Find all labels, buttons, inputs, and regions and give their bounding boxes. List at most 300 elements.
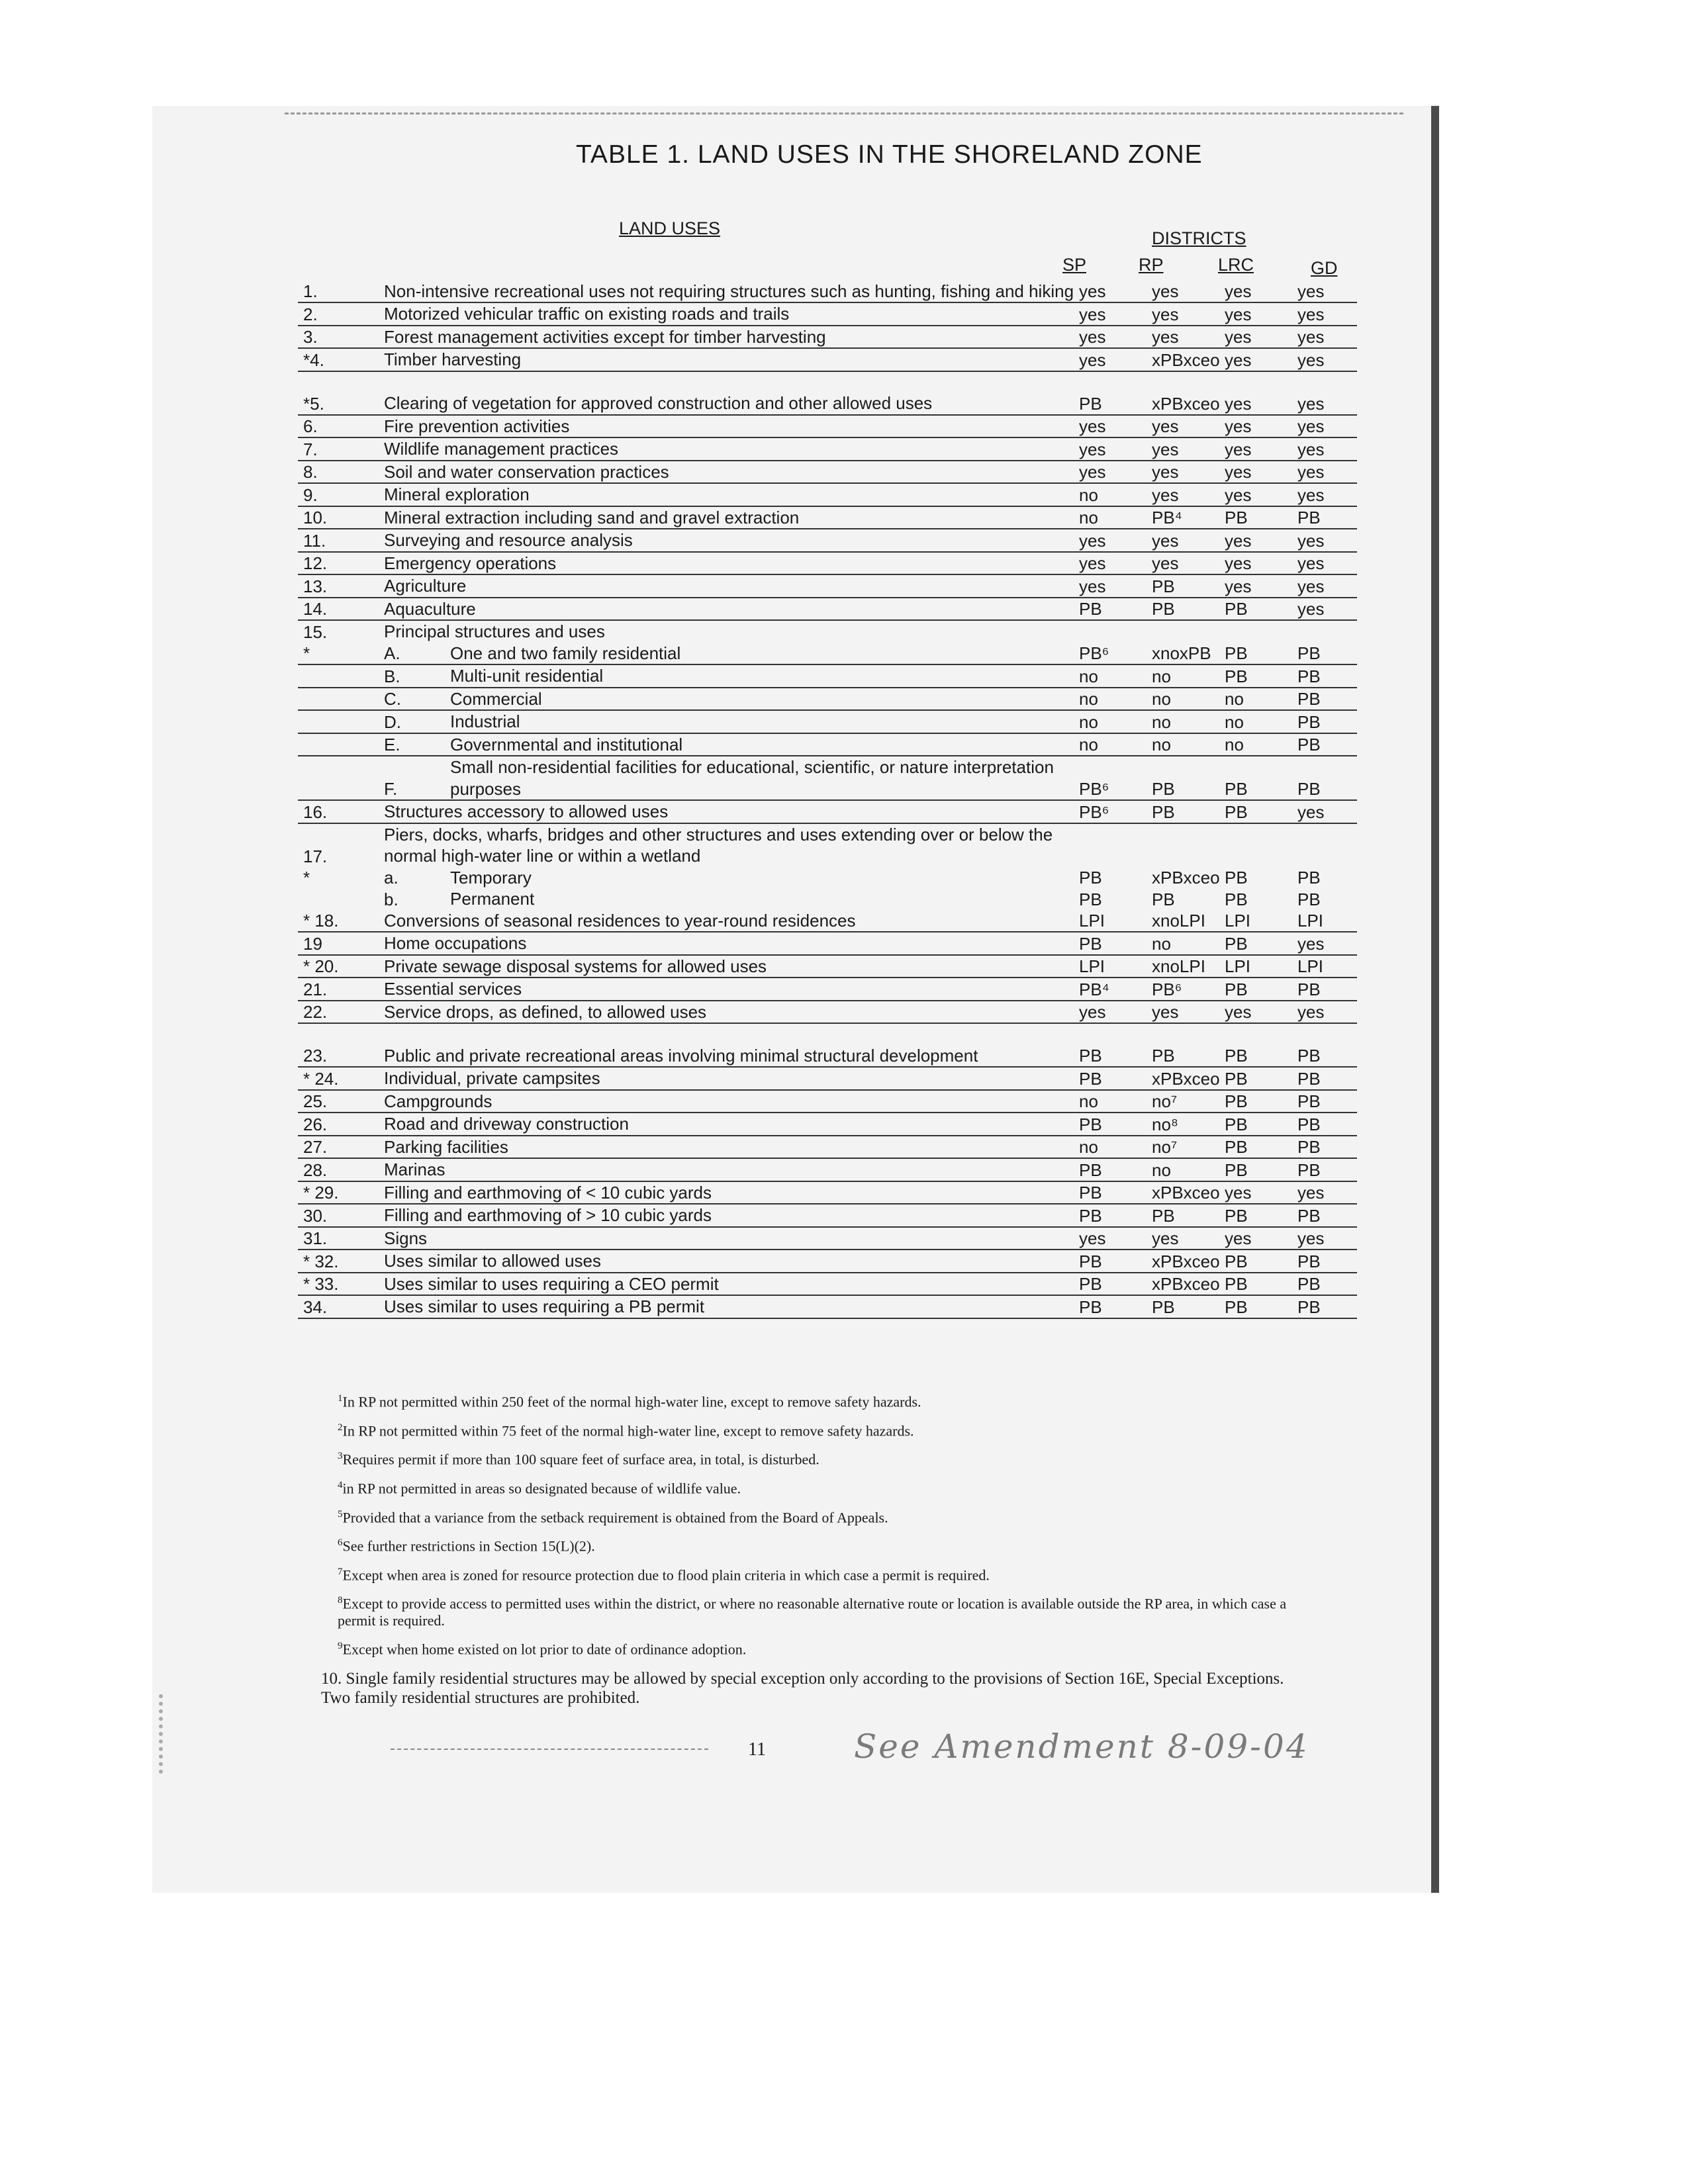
row-letter: B. (384, 666, 400, 686)
cell-sp: yes (1079, 576, 1106, 596)
cell-gd: yes (1297, 484, 1325, 505)
cell-sp: PB (1079, 1046, 1102, 1066)
cell-gd: PB (1297, 735, 1321, 754)
cell-gd: yes (1297, 576, 1325, 596)
footnote-text: See further restrictions in Section 15(L)(2). (342, 1537, 595, 1555)
table-row (298, 1001, 1357, 1024)
cell-lrc: no (1225, 711, 1244, 732)
row-letter: b. (384, 889, 399, 909)
row-description: Temporary (450, 867, 532, 887)
cell-sp: PB (1079, 868, 1102, 887)
cell-lrc: PB (1225, 599, 1248, 619)
footnote-mark: 1 (338, 1393, 343, 1404)
row-description: Mineral exploration (384, 484, 530, 504)
row-description: Service drops, as defined, to allowed uses (384, 1001, 707, 1022)
row-number: 7. (303, 439, 318, 459)
cell-rp: no⁸ (1152, 1114, 1178, 1134)
cell-sp: LPI (1079, 956, 1105, 976)
cell-gd: LPI (1297, 956, 1324, 976)
cell-lrc: no (1225, 689, 1244, 709)
row-description: Public and private recreational areas involving minimal structural development (384, 1045, 978, 1066)
row-description: Uses similar to uses requiring a PB permit (384, 1297, 705, 1316)
cell-sp: PB (1079, 393, 1102, 414)
row-description: Emergency operations (384, 553, 557, 573)
cell-rp: PB (1152, 576, 1175, 596)
table-row (298, 303, 1357, 326)
row-description: Industrial (450, 711, 520, 731)
cell-sp: PB (1079, 1114, 1102, 1134)
land-use-table (298, 259, 1357, 1319)
cell-lrc: PB (1225, 868, 1248, 887)
row-letter: E. (384, 735, 400, 754)
table-row (298, 349, 1357, 372)
cell-gd: yes (1297, 281, 1325, 301)
row-number: 10. (303, 508, 328, 527)
row-description: Parking facilities (384, 1136, 508, 1157)
cell-sp: PB (1079, 1183, 1102, 1203)
footnote (338, 1393, 1297, 1410)
row-number: 15. (303, 621, 328, 642)
cell-lrc: PB (1225, 508, 1248, 527)
cell-rp: yes (1152, 439, 1179, 459)
cell-sp: no (1079, 1137, 1098, 1157)
row-number: 11. (303, 530, 326, 551)
table-row (298, 824, 1357, 867)
cell-sp: PB⁶ (1079, 779, 1109, 799)
cell-gd: yes (1297, 327, 1325, 347)
table-row (298, 1024, 1357, 1068)
cell-sp: no (1079, 666, 1098, 686)
footnote-mark: 5 (338, 1508, 343, 1520)
table-row (298, 1273, 1357, 1297)
cell-gd: PB (1297, 1091, 1321, 1111)
table-row (298, 1091, 1357, 1114)
row-description: Essential services (384, 979, 522, 999)
cell-sp: no (1079, 711, 1098, 732)
cell-sp: PB (1079, 599, 1102, 619)
cell-sp: no (1079, 508, 1098, 527)
cell-rp: yes (1152, 416, 1179, 436)
cell-lrc: yes (1225, 1183, 1252, 1203)
cell-rp: PB (1152, 599, 1175, 619)
footnotes (321, 1393, 1297, 1707)
cell-rp: no (1152, 711, 1171, 732)
table-row (298, 910, 1357, 933)
cell-sp: PB⁶ (1079, 801, 1109, 822)
cell-sp: yes (1079, 327, 1106, 347)
page-title: TABLE 1. LAND USES IN THE SHORELAND ZONE (576, 140, 1203, 169)
row-number: 34. (303, 1297, 328, 1317)
cell-sp: LPI (1079, 911, 1105, 931)
cell-rp: yes (1152, 484, 1179, 505)
col-rp-header: RP (1139, 255, 1164, 275)
cell-lrc: PB (1225, 1205, 1248, 1226)
cell-lrc: PB (1225, 1091, 1248, 1111)
cell-rp: yes (1152, 281, 1179, 301)
row-number: *4. (303, 349, 324, 370)
cell-rp: yes (1152, 327, 1179, 347)
cell-sp: PB (1079, 1068, 1102, 1089)
footnote-text: Except when area is zoned for resource protection due to flood plain criteria in which case a permit is required. (342, 1567, 990, 1584)
row-number: 23. (303, 1046, 328, 1066)
cell-lrc: PB (1225, 643, 1248, 663)
table-row (298, 1228, 1357, 1251)
table-row (298, 888, 1357, 910)
cell-rp: xPBxceo (1152, 1274, 1220, 1294)
cell-gd: yes (1297, 439, 1325, 459)
cell-rp: PB (1152, 801, 1175, 822)
row-description: Filling and earthmoving of < 10 cubic yards (384, 1182, 712, 1203)
row-description: Signs (384, 1228, 428, 1248)
cell-gd: PB (1297, 643, 1321, 663)
cell-lrc: yes (1225, 327, 1252, 347)
cell-rp: no⁷ (1152, 1091, 1178, 1111)
table-row (298, 259, 1357, 303)
cell-lrc: yes (1225, 416, 1252, 436)
cell-gd: PB (1297, 1274, 1321, 1294)
table-row (298, 1136, 1357, 1160)
row-letter: A. (384, 643, 400, 663)
cell-lrc: yes (1225, 553, 1252, 573)
table-row (298, 711, 1357, 734)
row-description: Aquaculture (384, 598, 476, 619)
table-row (298, 484, 1357, 507)
footnote (338, 1451, 1297, 1468)
footnote (338, 1509, 1297, 1526)
cell-rp: yes (1152, 553, 1179, 573)
row-description: Agriculture (384, 576, 467, 596)
row-letter: F. (384, 779, 398, 799)
cell-lrc: PB (1225, 1297, 1248, 1317)
table-row (298, 372, 1357, 416)
cell-rp: PB⁶ (1152, 979, 1182, 999)
cell-rp: PB (1152, 1046, 1175, 1066)
footnote-mark: 9 (338, 1641, 343, 1652)
cell-gd: yes (1297, 933, 1325, 954)
cell-sp: yes (1079, 281, 1106, 301)
table-row (298, 688, 1357, 711)
cell-rp: xPBxceo (1152, 1068, 1220, 1089)
cell-sp: no (1079, 689, 1098, 709)
cell-rp: no (1152, 735, 1171, 754)
cell-sp: yes (1079, 553, 1106, 573)
cell-sp: PB (1079, 1251, 1102, 1271)
table-row (298, 416, 1357, 439)
col-lrc-header: LRC (1218, 255, 1254, 275)
cell-rp: xPBxceo (1152, 1251, 1220, 1271)
footnote (338, 1537, 1297, 1555)
row-description: One and two family residential (450, 643, 681, 663)
cell-sp: PB (1079, 1297, 1102, 1317)
cell-lrc: yes (1225, 462, 1252, 482)
table-row (298, 1159, 1357, 1182)
row-description: Uses similar to allowed uses (384, 1251, 602, 1271)
cell-lrc: PB (1225, 979, 1248, 999)
cell-lrc: PB (1225, 1046, 1248, 1066)
table-row (298, 438, 1357, 461)
cell-lrc: PB (1225, 1068, 1248, 1089)
row-letter: a. (384, 868, 399, 887)
cell-rp: yes (1152, 530, 1179, 551)
row-number: 31. (303, 1228, 328, 1248)
cell-sp: PB (1079, 933, 1102, 954)
table-row (298, 734, 1357, 757)
scan-margin-marks (159, 1694, 189, 1774)
cell-sp: no (1079, 735, 1098, 754)
cell-gd: yes (1297, 349, 1325, 370)
cell-lrc: PB (1225, 779, 1248, 799)
row-description: Campgrounds (384, 1091, 492, 1111)
cell-rp: yes (1152, 1002, 1179, 1022)
row-description: Conversions of seasonal residences to year-round residences (384, 910, 856, 931)
districts-header: DISTRICTS (1152, 228, 1246, 248)
footnote-10: 10. Single family residential structures may be allowed by special exception only according to the provisions of Section 16E, Special Exceptions. Two family residential structures are prohibited. (321, 1669, 1284, 1707)
row-number: 30. (303, 1205, 328, 1226)
footnote-text: Except to provide access to permitted uses within the district, or where no reasonable alternative route or location is available outside the RP area, in which case a permit is required. (338, 1595, 1287, 1629)
cell-rp: xPBxceo (1152, 349, 1220, 370)
cell-sp: yes (1079, 462, 1106, 482)
row-letter: D. (384, 711, 401, 732)
footnote (338, 1567, 1297, 1584)
row-letter: C. (384, 689, 401, 709)
cell-lrc: yes (1225, 530, 1252, 551)
row-description: Individual, private campsites (384, 1068, 600, 1088)
table-row (298, 1205, 1357, 1228)
footnote-mark: 3 (338, 1451, 343, 1462)
top-rule (285, 113, 1403, 114)
table-row (298, 1296, 1357, 1319)
table-row (298, 801, 1357, 824)
cell-rp: no (1152, 1160, 1171, 1180)
row-number: 17. (303, 846, 328, 866)
row-description: Commercial (450, 688, 542, 709)
cell-sp: PB (1079, 1160, 1102, 1180)
footnote-mark: 4 (338, 1479, 343, 1490)
cell-gd: LPI (1297, 911, 1324, 931)
cell-sp: yes (1079, 416, 1106, 436)
cell-gd: PB (1297, 1046, 1321, 1066)
table-row (298, 665, 1357, 688)
cell-gd: PB (1297, 779, 1321, 799)
table-row (298, 1068, 1357, 1091)
cell-lrc: yes (1225, 439, 1252, 459)
row-description: Soil and water conservation practices (384, 461, 669, 482)
table-row (298, 461, 1357, 484)
table-row (298, 867, 1357, 889)
cell-lrc: yes (1225, 1002, 1252, 1022)
row-number: 2. (303, 304, 318, 324)
cell-lrc: PB (1225, 1137, 1248, 1157)
cell-rp: PB⁴ (1152, 508, 1182, 527)
footnote (338, 1422, 1297, 1439)
cell-gd: PB (1297, 868, 1321, 887)
row-description: Private sewage disposal systems for allowed uses (384, 956, 767, 976)
cell-rp: PB (1152, 889, 1175, 909)
row-number: * 32. (303, 1251, 339, 1271)
row-description: Multi-unit residential (450, 666, 604, 686)
footnote (338, 1641, 1297, 1658)
row-number: 9. (303, 484, 318, 505)
cell-lrc: PB (1225, 889, 1248, 909)
cell-sp: PB⁴ (1079, 979, 1109, 999)
cell-gd: yes (1297, 553, 1325, 573)
table-row (298, 326, 1357, 349)
row-number: *5. (303, 393, 324, 414)
row-number: * (303, 868, 310, 887)
cell-lrc: yes (1225, 484, 1252, 505)
row-number: 28. (303, 1160, 328, 1180)
cell-sp: yes (1079, 304, 1106, 324)
row-number: 16. (303, 801, 328, 822)
cell-rp: yes (1152, 462, 1179, 482)
cell-lrc: yes (1225, 349, 1252, 370)
cell-lrc: no (1225, 735, 1244, 754)
footnote-text: Requires permit if more than 100 square feet of surface area, in total, is disturbed. (342, 1451, 820, 1468)
cell-gd: yes (1297, 530, 1325, 551)
cell-lrc: yes (1225, 304, 1252, 324)
footnote-text: Provided that a variance from the setback requirement is obtained from the Board of Appeals. (342, 1508, 888, 1525)
row-description: Home occupations (384, 933, 527, 953)
row-number: 25. (303, 1091, 328, 1111)
cell-gd: yes (1297, 1183, 1325, 1203)
row-description: Permanent (450, 889, 535, 909)
row-description: Small non-residential facilities for educational, scientific, or nature interpretation purposes (450, 757, 1054, 799)
row-number: 19 (303, 933, 322, 954)
row-number: 22. (303, 1002, 328, 1022)
row-description: Timber harvesting (384, 349, 522, 369)
cell-rp: no⁷ (1152, 1137, 1178, 1157)
row-description: Piers, docks, wharfs, bridges and other structures and uses extending over or below the normal high-water line or within a wetland (384, 824, 1053, 866)
row-description: Structures accessory to allowed uses (384, 801, 669, 821)
table-row (298, 507, 1357, 530)
cell-rp: xPBxceo (1152, 868, 1220, 887)
cell-rp: xPBxceo (1152, 393, 1220, 414)
cell-gd: yes (1297, 304, 1325, 324)
cell-sp: yes (1079, 1002, 1106, 1022)
scan-edge (1431, 106, 1439, 1893)
cell-rp: xPBxceo (1152, 1183, 1220, 1203)
table-row (298, 529, 1357, 553)
cell-rp: xnoxPB (1152, 643, 1211, 663)
cell-gd: PB (1297, 1137, 1321, 1157)
row-number: 3. (303, 327, 318, 347)
cell-lrc: LPI (1225, 911, 1251, 931)
cell-sp: PB (1079, 1274, 1102, 1294)
footnote (338, 1595, 1297, 1629)
cell-sp: yes (1079, 439, 1106, 459)
cell-gd: PB (1297, 1114, 1321, 1134)
table-row (298, 575, 1357, 598)
cell-rp: PB (1152, 1205, 1175, 1226)
footnote-text: in RP not permitted in areas so designated because of wildlife value. (342, 1480, 741, 1497)
cell-lrc: PB (1225, 1274, 1248, 1294)
row-description: Uses similar to uses requiring a CEO permit (384, 1273, 719, 1294)
cell-gd: yes (1297, 1002, 1325, 1022)
row-number: * 20. (303, 956, 339, 976)
row-number: 14. (303, 599, 328, 619)
table-row (298, 621, 1357, 643)
cell-lrc: PB (1225, 933, 1248, 954)
cell-rp: no (1152, 933, 1171, 954)
cell-lrc: yes (1225, 1228, 1252, 1248)
row-description: Marinas (384, 1160, 445, 1179)
row-description: Forest management activities except for timber harvesting (384, 326, 826, 347)
table-row (298, 756, 1357, 801)
row-description: Clearing of vegetation for approved construction and other allowed uses (384, 393, 933, 413)
row-description: Fire prevention activities (384, 416, 570, 436)
footnote-mark: 8 (338, 1595, 343, 1606)
row-description: Motorized vehicular traffic on existing roads and trails (384, 304, 790, 324)
cell-gd: PB (1297, 666, 1321, 686)
table-row (298, 956, 1357, 979)
bottom-rule (391, 1749, 708, 1750)
cell-gd: yes (1297, 416, 1325, 436)
row-number: 6. (303, 416, 318, 436)
row-number: * 29. (303, 1183, 339, 1203)
cell-gd: PB (1297, 1297, 1321, 1317)
cell-rp: yes (1152, 1228, 1179, 1248)
row-description: Principal structures and uses (384, 621, 605, 641)
row-description: Mineral extraction including sand and gravel extraction (384, 507, 800, 527)
cell-gd: PB (1297, 508, 1321, 527)
table-row (298, 553, 1357, 576)
table-row (298, 1113, 1357, 1136)
cell-sp: PB⁶ (1079, 643, 1109, 663)
cell-sp: yes (1079, 530, 1106, 551)
row-number: 27. (303, 1137, 328, 1157)
footnote-text: In RP not permitted within 75 feet of the normal high-water line, except to remove safety hazards. (342, 1422, 914, 1439)
table-row (298, 598, 1357, 621)
row-number: * (303, 643, 310, 663)
cell-sp: no (1079, 1091, 1098, 1111)
cell-lrc: LPI (1225, 956, 1251, 976)
cell-lrc: yes (1225, 281, 1252, 301)
row-description: Non-intensive recreational uses not requiring structures such as hunting, fishing and hiking (384, 281, 1074, 301)
cell-gd: PB (1297, 889, 1321, 909)
cell-sp: yes (1079, 1228, 1106, 1248)
row-description: Filling and earthmoving of > 10 cubic yards (384, 1205, 712, 1225)
cell-lrc: PB (1225, 1114, 1248, 1134)
row-number: 21. (303, 979, 328, 999)
land-uses-header: LAND USES (619, 218, 721, 238)
cell-sp: no (1079, 484, 1098, 505)
footnote-text: In RP not permitted within 250 feet of the normal high-water line, except to remove safety hazards. (342, 1393, 921, 1410)
cell-lrc: PB (1225, 1160, 1248, 1180)
row-number: 8. (303, 462, 318, 482)
row-number: 12. (303, 553, 328, 573)
cell-rp: yes (1152, 304, 1179, 324)
cell-rp: PB (1152, 1297, 1175, 1317)
cell-sp: PB (1079, 889, 1102, 909)
row-description: Road and driveway construction (384, 1114, 629, 1134)
col-sp-header: SP (1062, 255, 1087, 275)
cell-gd: PB (1297, 1068, 1321, 1089)
row-description: Governmental and institutional (450, 734, 683, 754)
cell-gd: yes (1297, 462, 1325, 482)
col-gd-header: GD (1311, 258, 1338, 278)
cell-gd: yes (1297, 801, 1325, 822)
cell-gd: yes (1297, 393, 1325, 414)
row-number: 1. (303, 281, 318, 301)
cell-gd: yes (1297, 1228, 1325, 1248)
cell-lrc: PB (1225, 666, 1248, 686)
cell-gd: PB (1297, 711, 1321, 732)
cell-lrc: yes (1225, 576, 1252, 596)
cell-lrc: PB (1225, 801, 1248, 822)
page-number: 11 (748, 1739, 766, 1760)
cell-rp: PB (1152, 779, 1175, 799)
footnote-mark: 7 (338, 1566, 343, 1577)
